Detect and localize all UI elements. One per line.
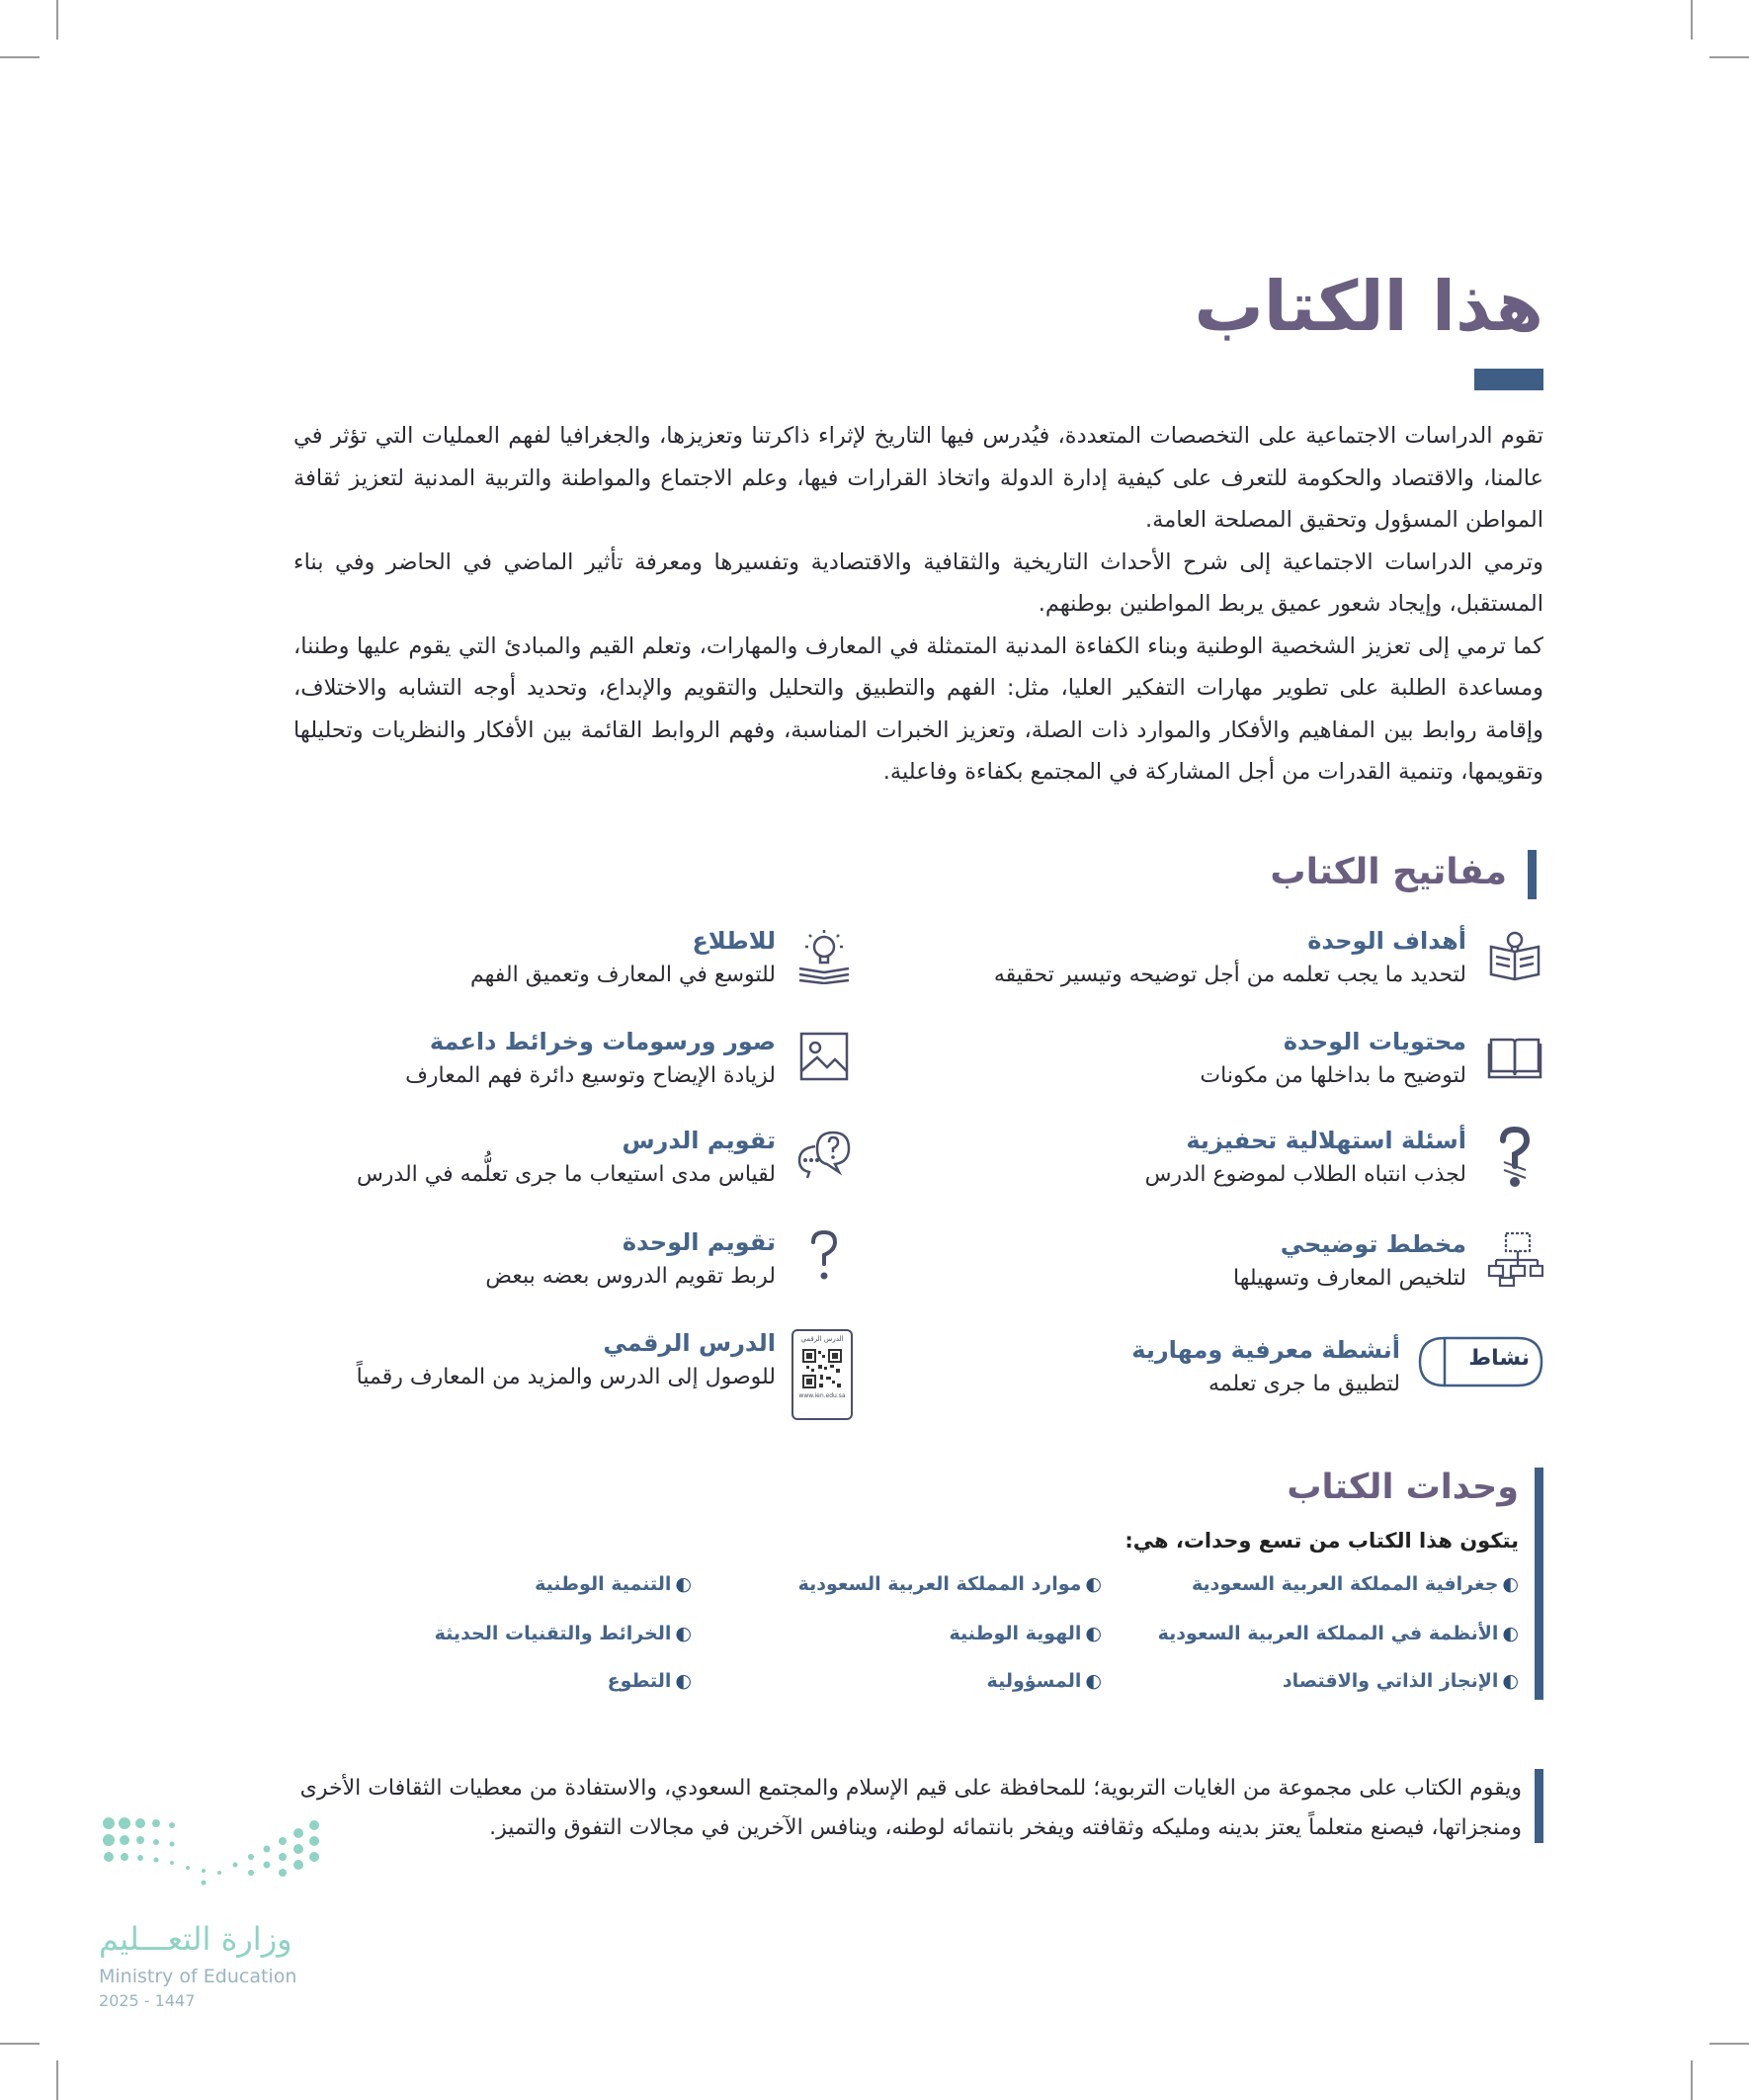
unit-label: جغرافية المملكة العربية السعودية (1192, 1573, 1499, 1595)
units-heading: وحدات الكتاب (1287, 1468, 1519, 1507)
unit-label: التطوع (607, 1670, 672, 1692)
half-circle-bullet-icon: ◐ (1085, 1623, 1102, 1644)
unit-label: الأنظمة في المملكة العربية السعودية (1157, 1623, 1499, 1644)
half-circle-bullet-icon: ◐ (675, 1573, 692, 1595)
unit-item (950, 1623, 1102, 1644)
unit-label: الإنجاز الذاتي والاقتصاد (1282, 1670, 1499, 1692)
crop-mark (56, 0, 58, 40)
unit-item (535, 1573, 692, 1595)
keys-heading-text: مفاتيح الكتاب (1270, 852, 1507, 892)
half-circle-bullet-icon: ◐ (1085, 1573, 1102, 1595)
question-mark-icon (1486, 1127, 1543, 1184)
unit-label: المسؤولية (986, 1670, 1082, 1692)
unit-label: موارد المملكة العربية السعودية (797, 1573, 1082, 1595)
key-title: تقويم الدرس (622, 1127, 776, 1154)
key-title: محتويات الوحدة (1283, 1028, 1466, 1055)
half-circle-bullet-icon: ◐ (1085, 1670, 1102, 1692)
qr-code-icon (791, 1329, 853, 1420)
units-section (190, 1468, 1543, 1705)
unit-label: التنمية الوطنية (535, 1573, 672, 1595)
intro-text (293, 415, 1543, 794)
title-underline (1474, 369, 1543, 390)
diagram-icon (1486, 1230, 1543, 1288)
crop-mark (0, 2043, 40, 2045)
units-bar (1535, 1468, 1543, 1700)
unit-item (1283, 1670, 1519, 1692)
key-unit-objectives (901, 927, 1543, 1006)
closing-section (219, 1769, 1543, 1853)
keys-heading (1042, 850, 1537, 899)
image-icon (795, 1028, 853, 1085)
key-title: أسئلة استهلالية تحفيزية (1186, 1127, 1466, 1154)
closing-bar (1535, 1769, 1543, 1843)
book-lightbulb-icon (1486, 927, 1543, 984)
crop-mark (1691, 0, 1693, 40)
open-book-icon (1486, 1028, 1543, 1085)
unit-item (608, 1670, 692, 1692)
key-description: لزيادة الإيضاح وتوسيع دائرة فهم المعارف (405, 1063, 776, 1088)
key-title: أنشطة معرفية ومهارية (1131, 1336, 1400, 1364)
crop-mark (56, 2060, 58, 2100)
activity-badge-label: نشاط (1468, 1346, 1530, 1371)
key-title: صور ورسومات وخرائط داعمة (429, 1028, 776, 1055)
key-activities (901, 1336, 1543, 1415)
key-title: الدرس الرقمي (603, 1329, 776, 1357)
key-images (260, 1028, 853, 1107)
half-circle-bullet-icon: ◐ (675, 1670, 692, 1692)
key-description: لقياس مدى استيعاب ما جرى تعلُّمه في الدرس (356, 1162, 776, 1187)
key-description: للوصول إلى الدرس والمزيد من المعارف رقمياً (356, 1365, 776, 1389)
ministry-name-english: Ministry of Education (99, 1966, 297, 1987)
key-unit-contents (901, 1028, 1543, 1107)
key-description: لربط تقويم الدروس بعضه ببعض (485, 1264, 776, 1289)
key-title: للاطلاع (692, 927, 776, 955)
crop-mark (1709, 2043, 1749, 2045)
key-description: لتحديد ما يجب تعلمه من أجل توضيحه وتيسير تحقيقه (993, 963, 1466, 987)
ministry-name-arabic: وزارة التعـــليم (99, 1920, 292, 1958)
key-title: تقويم الوحدة (622, 1228, 776, 1256)
key-title: أهداف الوحدة (1307, 927, 1466, 955)
chat-question-icon (795, 1127, 853, 1184)
key-intro-questions (901, 1127, 1543, 1206)
closing-text: ويقوم الكتاب على مجموعة من الغايات التربوية؛ للمحافظة على قيم الإسلام والمجتمع السعودي، والاستفادة من معطيات الثقافات الأخرى ومنجزاتها، فيصنع متعلماً يعتز بدينه ومليكه وثقافته ويفخر بانتمائه لوطنه، وينافس الآخرين في مجالات التفوق والتميز. (299, 1776, 1522, 1840)
qr-url: www.ien.edu.sa (798, 1392, 846, 1399)
key-lesson-evaluation (260, 1127, 853, 1206)
key-description: لتوضيح ما بداخلها من مكونات (1200, 1063, 1466, 1088)
half-circle-bullet-icon: ◐ (1502, 1623, 1519, 1644)
activity-badge-icon (1415, 1336, 1543, 1387)
units-intro: يتكون هذا الكتاب من تسع وحدات، هي: (1124, 1529, 1519, 1553)
unit-item (435, 1623, 692, 1644)
page-title: هذا الكتاب (1194, 266, 1543, 347)
lightbulb-book-icon (795, 927, 853, 984)
key-for-reference (260, 927, 853, 1006)
key-title: مخطط توضيحي (1280, 1230, 1466, 1258)
key-description: للتوسع في المعارف وتعميق الفهم (469, 963, 776, 987)
half-circle-bullet-icon: ◐ (675, 1623, 692, 1644)
unit-item (1192, 1573, 1519, 1595)
half-circle-bullet-icon: ◐ (1502, 1573, 1519, 1595)
intro-paragraph: كما ترمي إلى تعزيز الشخصية الوطنية وبناء الكفاءة المدنية المتمثلة في المعارف والمهارات، وتعلم القيم والمبادئ التي يقوم عليها وطننا، ومساعدة الطلبة على تطوير مهارات التفكير العليا، مثل: الفهم والتطبيق والتحليل والتقويم والإبداع، وتحديد أوجه التشابه والاختلاف، وإقامة روابط بين المفاهيم والأفكار والموارد ذات الصلة، وتعزيز الخبرات المناسبة، وفهم الروابط القائمة بين الأفكار والنظريات وتحليلها وتقويمها، وتنمية القدرات من أجل المشاركة في المجتمع بكفاءة وفاعلية. (293, 632, 1543, 785)
qr-label: الدرس الرقمي (800, 1335, 844, 1343)
unit-item (1158, 1623, 1519, 1644)
unit-label: الهوية الوطنية (949, 1623, 1082, 1644)
crop-mark (1691, 2060, 1693, 2100)
edition-year: 2025 - 1447 (99, 1991, 196, 2010)
intro-paragraph: تقوم الدراسات الاجتماعية على التخصصات المتعددة، فيُدرس فيها التاريخ لإثراء ذاكرتنا وتعزيزها، والجغرافيا لفهم العمليات التي تؤثر في عالمنا، والاقتصاد والحكومة للتعرف على كيفية إدارة الدولة واتخاذ القرارات فيها، وعلم الاجتماع والمواطنة والتربية المدنية لتعزيز ثقافة المواطن المسؤول وتحقيق المصلحة العامة. (293, 423, 1543, 533)
key-unit-evaluation (260, 1228, 853, 1307)
unit-label: الخرائط والتقنيات الحديثة (434, 1623, 672, 1644)
ministry-dots-icon (99, 1813, 336, 1892)
key-description: لتطبيق ما جرى تعلمه (1208, 1372, 1400, 1396)
unit-item (987, 1670, 1102, 1692)
heading-bar (1528, 850, 1537, 899)
key-diagram (901, 1230, 1543, 1309)
half-circle-bullet-icon: ◐ (1502, 1670, 1519, 1692)
question-icon (795, 1228, 853, 1286)
unit-item (798, 1573, 1102, 1595)
key-description: لجذب انتباه الطلاب لموضوع الدرس (1144, 1162, 1466, 1187)
intro-paragraph: وترمي الدراسات الاجتماعية إلى شرح الأحداث التاريخية والثقافية والاقتصادية وتفسيرها ومعرفة تأثير الماضي في الحاضر وفي بناء المستقبل، وإيجاد شعور عميق يربط المواطنين بوطنهم. (293, 548, 1543, 617)
ministry-logo (99, 1813, 336, 2011)
crop-mark (1709, 56, 1749, 58)
crop-mark (0, 56, 40, 58)
key-description: لتلخيص المعارف وتسهيلها (1233, 1266, 1466, 1291)
key-digital-lesson (260, 1329, 853, 1408)
